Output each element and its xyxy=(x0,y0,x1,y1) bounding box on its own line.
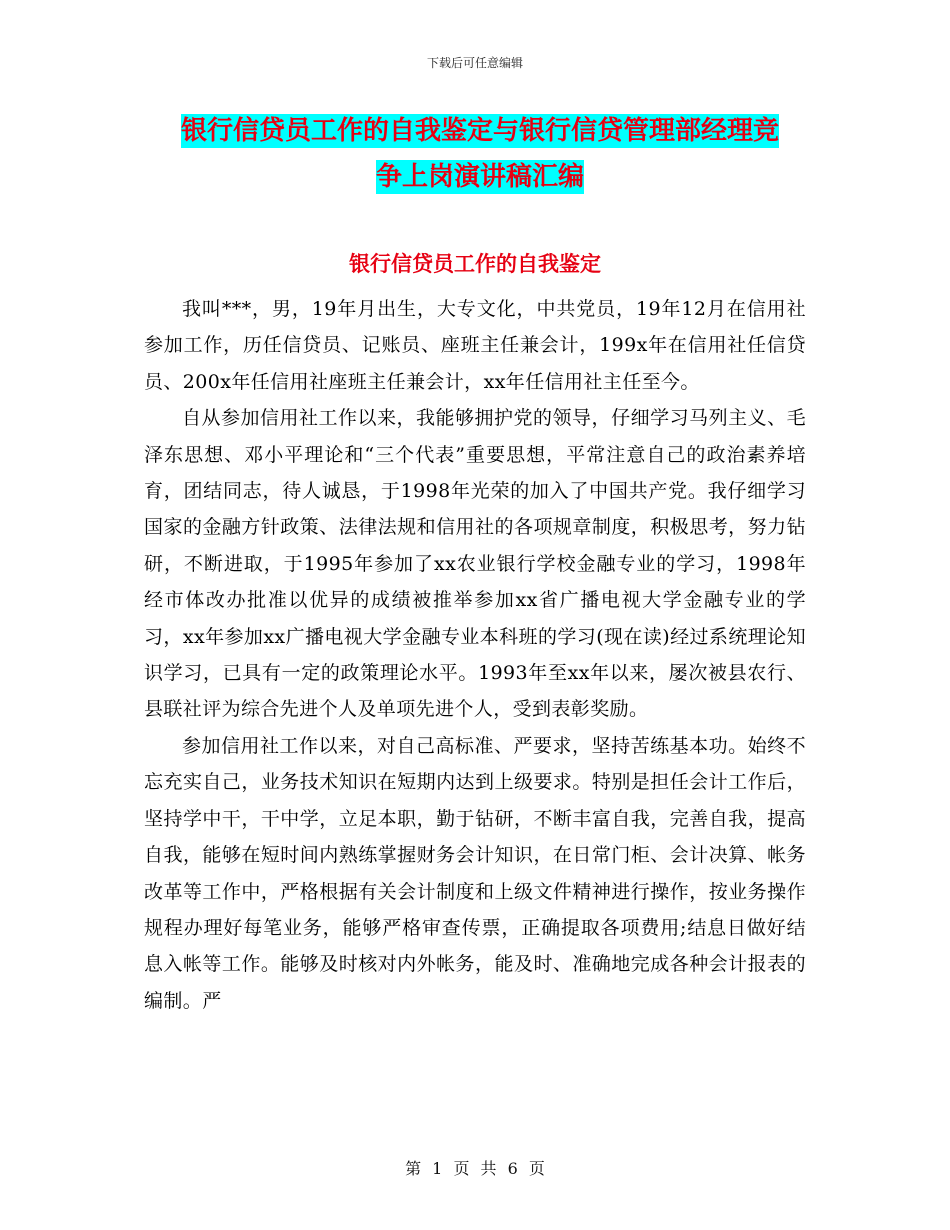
page-footer: 第 1 页 共 6 页 xyxy=(405,1159,545,1178)
header-note: 下载后可任意编辑 xyxy=(426,56,523,70)
body-text xyxy=(144,291,806,1019)
paragraph-2: 自从参加信用社工作以来，我能够拥护党的领导，仔细学习马列主义、毛泽东思想、邓小平理论和“三个代表”重要思想，平常注意自己的政治素养培育，团结同志，待人诚恳，于1998年光荣的加入了中国共产党。我仔细学习国家的金融方针政策、法律法规和信用社的各项规章制度，积极思考，努力钻研，不断进取，于1995年参加了xx农业银行学校金融专业的学习，1998年经市体改办批准以优异的成绩被推举参加xx省广播电视大学金融专业的学习，xx年参加xx广播电视大学金融专业本科班的学习(现在读)经过系统理论知识学习，已具有一定的政策理论水平。1993年至xx年以来，屡次被县农行、县联社评为综合先进个人及单项先进个人，受到表彰奖励。 xyxy=(144,407,806,721)
paragraph-3: 参加信用社工作以来，对自己高标准、严要求，坚持苦练基本功。始终不忘充实自己，业务技术知识在短期内达到上级要求。特别是担任会计工作后，坚持学中干，干中学，立足本职，勤于钻研，不断丰富自我，完善自我，提高自我，能够在短时间内熟练掌握财务会计知识，在日常门柜、会计决算、帐务改革等工作中，严格根据有关会计制度和上级文件精神进行操作，按业务操作规程办理好每笔业务，能够严格审查传票，正确提取各项费用;结息日做好结息入帐等工作。能够及时核对内外帐务，能及时、准确地完成各种会计报表的编制。严 xyxy=(144,734,806,1012)
document-title xyxy=(140,108,820,200)
document-title-line-2: 争上岗演讲稿汇编 xyxy=(375,162,584,192)
paragraph-1: 我叫***，男，19年月出生，大专文化，中共党员，19年12月在信用社参加工作，历任信贷员、记账员、座班主任兼会计，199x年在信用社任信贷员、200x年任信用社座班主任兼会计，xx年任信用社主任至今。 xyxy=(144,298,806,393)
document-title-line-1: 银行信贷员工作的自我鉴定与银行信贷管理部经理竞 xyxy=(180,116,779,146)
section-title: 银行信贷员工作的自我鉴定 xyxy=(349,252,601,276)
